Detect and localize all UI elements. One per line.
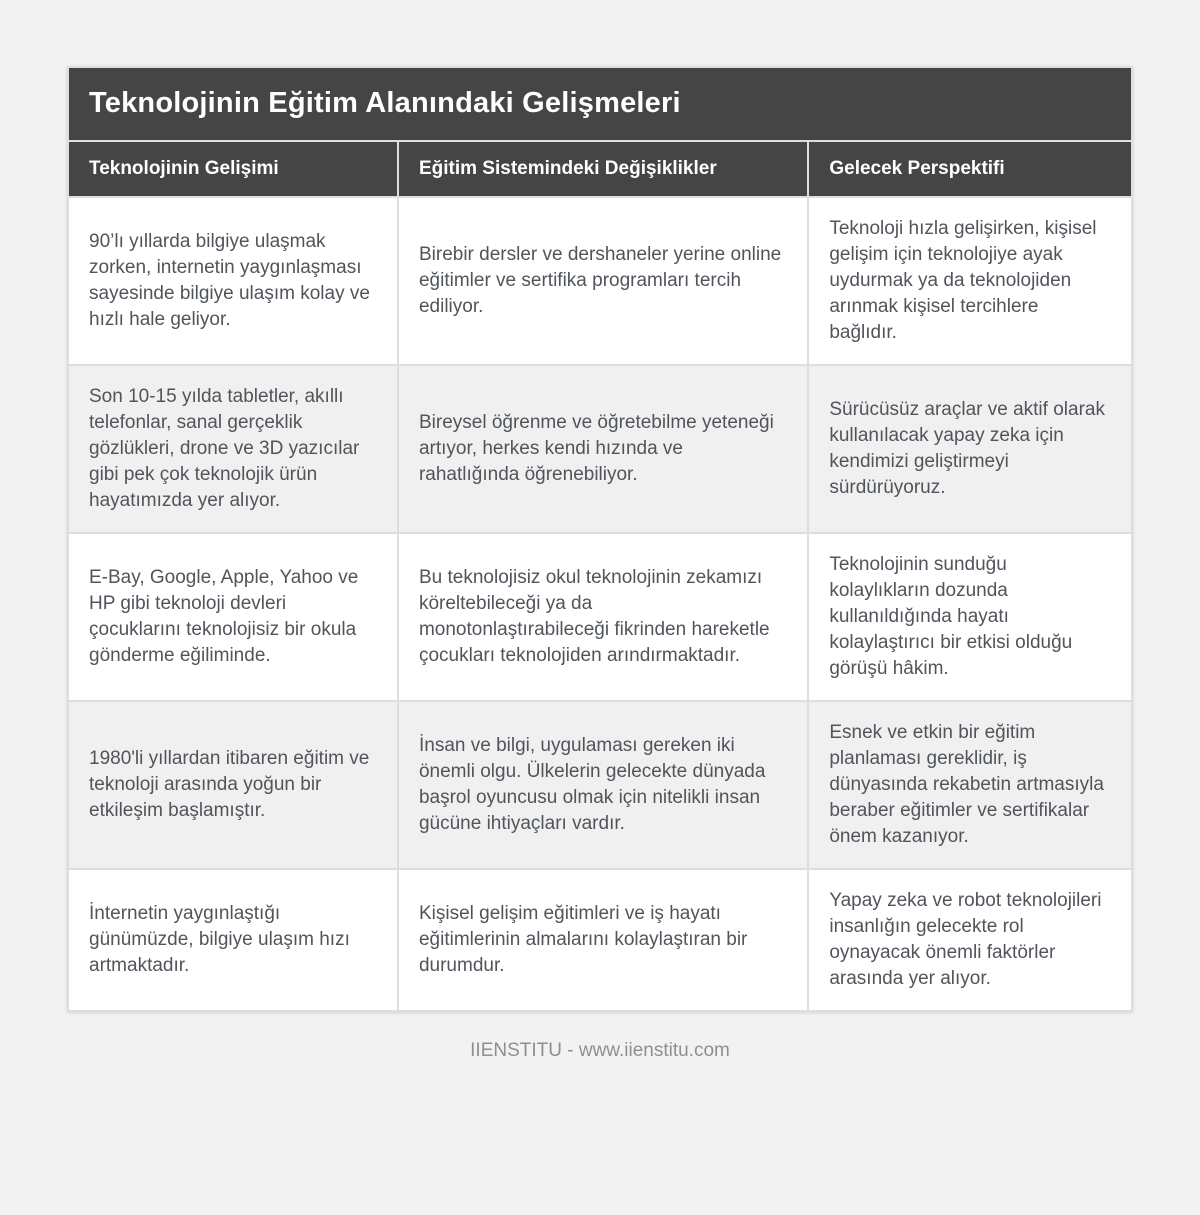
cell-r5-c1: İnternetin yaygınlaştığı günümüzde, bilgiye ulaşım hızı artmaktadır. [69,870,397,1010]
cell-r1-c3: Teknoloji hızla gelişirken, kişisel gelişim için teknolojiye ayak uydurmak ya da teknolojiden arınmak kişisel tercihlere bağlıdır. [809,198,1131,364]
cell-r2-c1: Son 10-15 yılda tabletler, akıllı telefonlar, sanal gerçeklik gözlükleri, drone ve 3D yazıcılar gibi pek çok teknolojik ürün hayatımızda yer alıyor. [69,366,397,532]
column-header-gelecek-perspektifi: Gelecek Perspektifi [809,142,1131,196]
cell-r4-c3: Esnek ve etkin bir eğitim planlaması gereklidir, iş dünyasında rekabetin artmasıyla beraber eğitimler ve sertifikalar önem kazanıyor. [809,702,1131,868]
cell-r2-c2: Bireysel öğrenme ve öğretebilme yeteneği artıyor, herkes kendi hızında ve rahatlığında öğrenebiliyor. [399,366,807,532]
cell-r5-c2: Kişisel gelişim eğitimleri ve iş hayatı eğitimlerinin almalarını kolaylaştıran bir durumdur. [399,870,807,1010]
cell-r4-c1: 1980'li yıllardan itibaren eğitim ve teknoloji arasında yoğun bir etkileşim başlamıştır. [69,702,397,868]
footer-attribution: IIENSTITU - www.iienstitu.com [470,1040,730,1061]
cell-r3-c2: Bu teknolojisiz okul teknolojinin zekamızı köreltebileceği ya da monotonlaştırabileceği fikrinden hareketle çocukları teknolojiden arındırmaktadır. [399,534,807,700]
table-row [69,534,1131,700]
cell-r3-c1: E-Bay, Google, Apple, Yahoo ve HP gibi teknoloji devleri çocuklarını teknolojisiz bir okula gönderme eğiliminde. [69,534,397,700]
cell-r4-c2: İnsan ve bilgi, uygulaması gereken iki önemli olgu. Ülkelerin gelecekte dünyada başrol oyuncusu olmak için nitelikli insan gücüne ihtiyaçları vardır. [399,702,807,868]
cell-r5-c3: Yapay zeka ve robot teknolojileri insanlığın gelecekte rol oynayacak önemli faktörler arasında yer alıyor. [809,870,1131,1010]
table-row [69,870,1131,1010]
cell-r3-c3: Teknolojinin sunduğu kolaylıkların dozunda kullanıldığında hayatı kolaylaştırıcı bir etkisi olduğu görüşü hâkim. [809,534,1131,700]
education-technology-table [67,66,1133,1012]
cell-r1-c2: Birebir dersler ve dershaneler yerine online eğitimler ve sertifika programları tercih ediliyor. [399,198,807,364]
column-header-teknolojinin-gelisimi: Teknolojinin Gelişimi [69,142,397,196]
column-header-egitim-sistemindeki-degisiklikler: Eğitim Sistemindeki Değişiklikler [399,142,807,196]
table-row [69,702,1131,868]
cell-r2-c3: Sürücüsüz araçlar ve aktif olarak kullanılacak yapay zeka için kendimizi geliştirmeyi sürdürüyoruz. [809,366,1131,532]
page-title: Teknolojinin Eğitim Alanındaki Gelişmeleri [69,68,1131,140]
column-header-row [69,142,1131,196]
cell-r1-c1: 90’lı yıllarda bilgiye ulaşmak zorken, internetin yaygınlaşması sayesinde bilgiye ulaşım kolay ve hızlı hale geliyor. [69,198,397,364]
table-row [69,366,1131,532]
title-row [69,68,1131,140]
table-row [69,198,1131,364]
